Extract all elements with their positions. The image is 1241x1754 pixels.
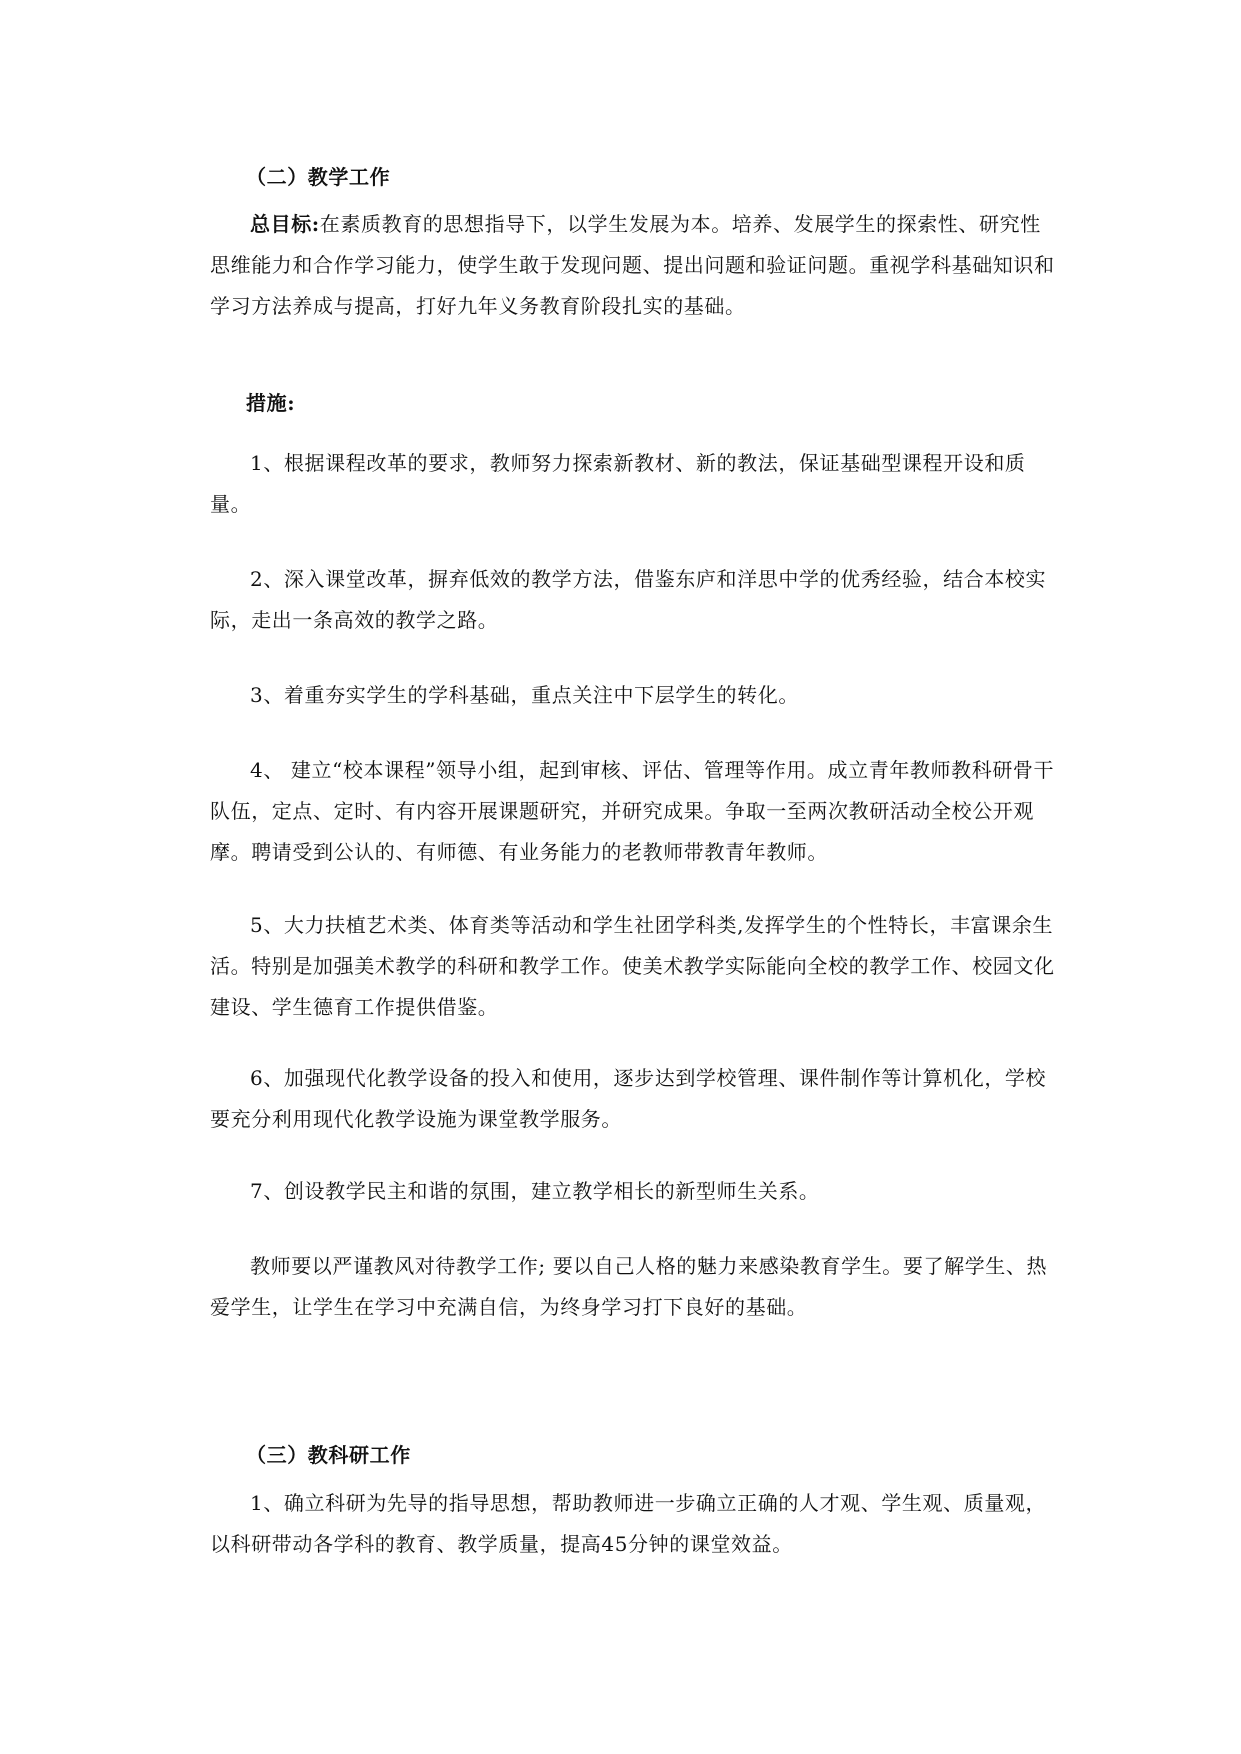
measures-label: 措施: xyxy=(246,391,296,415)
general-goal-text: 在素质教育的思想指导下，以学生发展为本。培养、发展学生的探索性、研究性思维能力和合作学习能力，使学生敢于发现问题、提出问题和验证问题。重视学科基础知识和学习方法养成与提高，打好九年义务教育阶段扎实的基础。 xyxy=(210,212,1055,318)
measure-item-1: 1、根据课程改革的要求，教师努力探索新教材、新的教法，保证基础型课程开设和质量。 xyxy=(210,451,1026,516)
measure-item-2: 2、深入课堂改革，摒弃低效的教学方法，借鉴东庐和洋思中学的优秀经验，结合本校实际，走出一条高效的教学之路。 xyxy=(210,567,1047,632)
section-2-heading: （二）教学工作 xyxy=(246,165,391,189)
research-item-1: 1、确立科研为先导的指导思想，帮助教师进一步确立正确的人才观、学生观、质量观，以科研带动各学科的教育、教学质量，提高45分钟的课堂效益。 xyxy=(210,1491,1047,1556)
measure-item-7: 7、创设教学民主和谐的氛围，建立教学相长的新型师生关系。 xyxy=(250,1179,820,1203)
general-goal-label: 总目标: xyxy=(250,212,320,236)
general-goal-paragraph xyxy=(210,204,1060,327)
section-3-heading: （三）教科研工作 xyxy=(246,1443,411,1467)
measure-item-6: 6、加强现代化教学设备的投入和使用，逐步达到学校管理、课件制作等计算机化，学校要充分利用现代化教学设施为课堂教学服务。 xyxy=(210,1066,1047,1131)
measure-item-5: 5、大力扶植艺术类、体育类等活动和学生社团学科类,发挥学生的个性特长，丰富课余生活。特别是加强美术教学的科研和教学工作。使美术教学实际能向全校的教学工作、校园文化建设、学生德育工作提供借鉴。 xyxy=(210,913,1055,1019)
measure-item-3: 3、着重夯实学生的学科基础，重点关注中下层学生的转化。 xyxy=(250,683,799,707)
measure-item-4: 4、 建立“校本课程”领导小组，起到审核、评估、管理等作用。成立青年教师教科研骨干队伍，定点、定时、有内容开展课题研究，并研究成果。争取一至两次教研活动全校公开观摩。聘请受到公认的、有师德、有业务能力的老教师带教青年教师。 xyxy=(210,758,1055,864)
closing-paragraph: 教师要以严谨教风对待教学工作; 要以自己人格的魅力来感染教育学生。要了解学生、热爱学生，让学生在学习中充满自信，为终身学习打下良好的基础。 xyxy=(210,1254,1048,1319)
